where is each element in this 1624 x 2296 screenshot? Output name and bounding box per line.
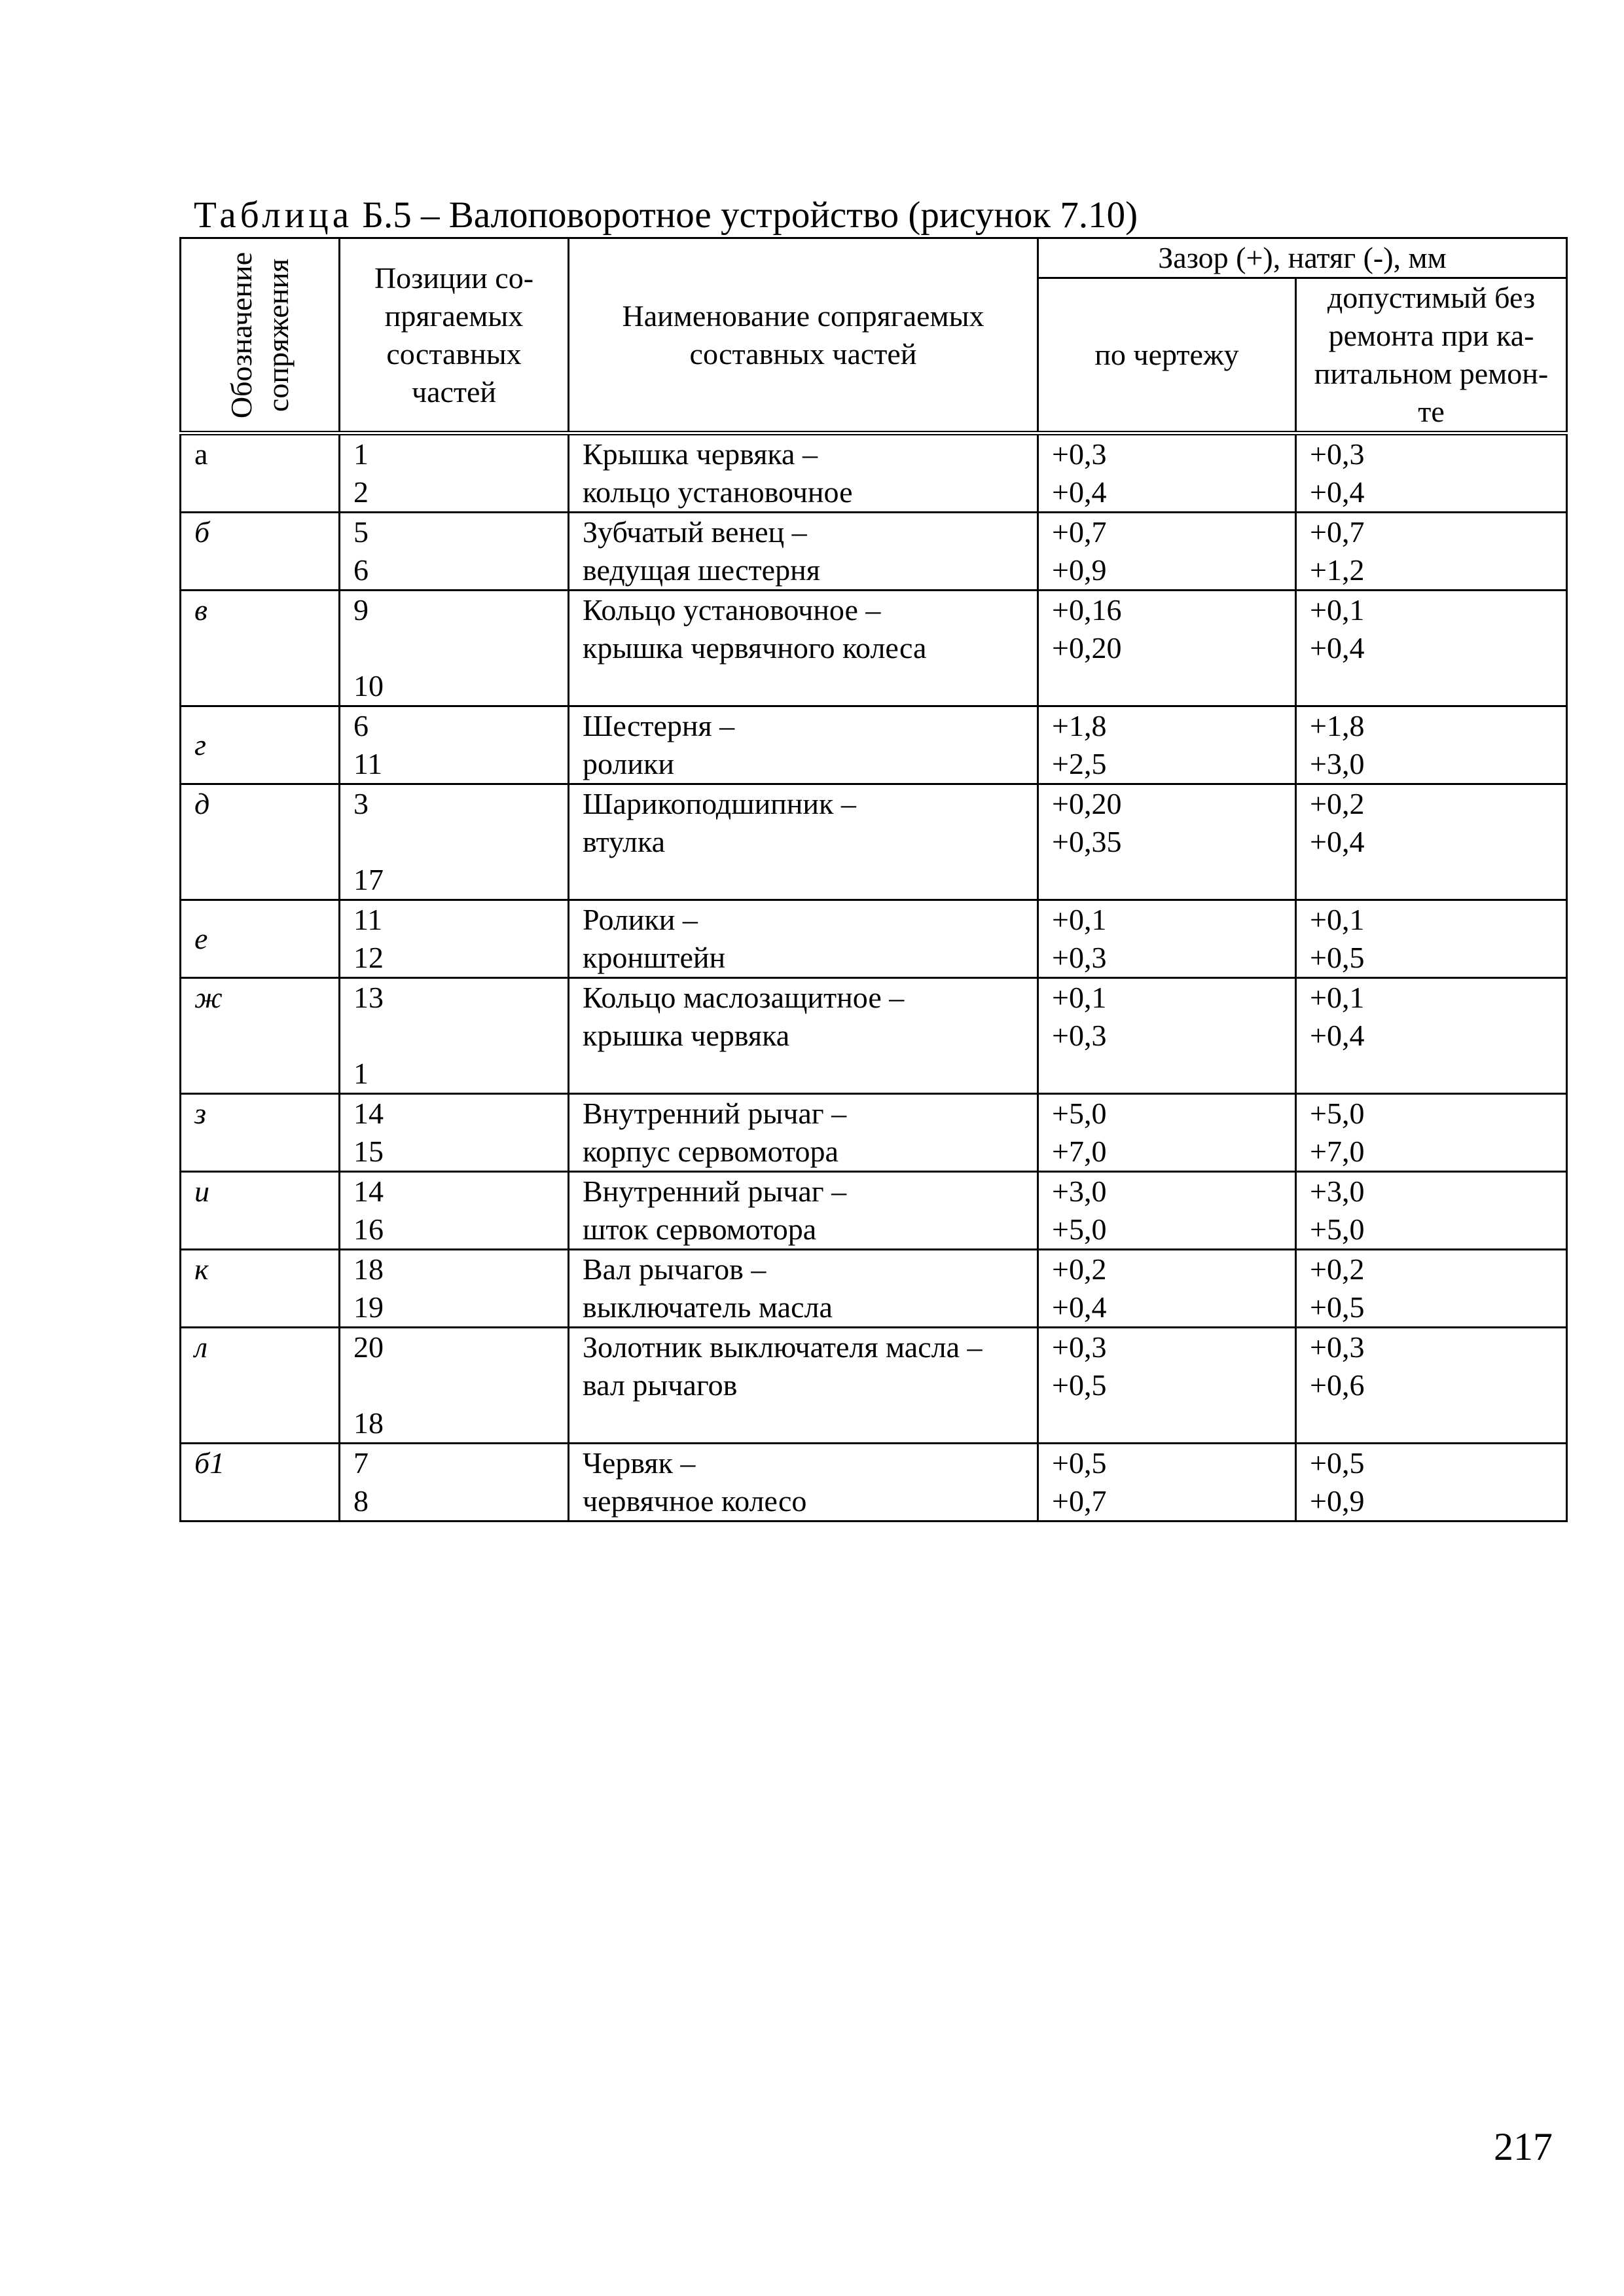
name-line: Кольцо установочное – — [583, 593, 881, 627]
drawing-value-line: +1,8 — [1052, 709, 1107, 742]
positions-cell — [340, 1250, 569, 1328]
name-line — [583, 861, 1037, 899]
table-caption — [194, 194, 1138, 237]
designation-cell: б — [181, 513, 340, 591]
drawing-value-line: +3,0 — [1052, 1175, 1107, 1208]
name-cell — [569, 513, 1038, 591]
allowed-value-cell — [1296, 706, 1567, 784]
allowed-value-line: +0,1 — [1310, 593, 1365, 627]
allowed-value-cell — [1296, 978, 1567, 1094]
drawing-value-line: +7,0 — [1052, 1135, 1107, 1168]
name-line: Ролики – — [583, 903, 698, 936]
caption-number: Б.5 — [362, 194, 412, 236]
drawing-value-cell — [1038, 1328, 1296, 1444]
name-line — [583, 1055, 1037, 1093]
allowed-value-line: +0,1 — [1310, 903, 1365, 936]
allowed-value-line: +0,2 — [1310, 787, 1365, 820]
designation-cell: з — [181, 1094, 340, 1172]
allowed-value-line: +0,4 — [1310, 631, 1365, 665]
name-line: Внутренний рычаг – — [583, 1175, 847, 1208]
positions-line: 16 — [353, 1212, 384, 1246]
positions-line — [353, 823, 568, 861]
allowed-value-line: +0,5 — [1310, 941, 1365, 974]
table-row — [181, 433, 1567, 513]
positions-line: 10 — [353, 669, 384, 702]
drawing-value-cell — [1038, 433, 1296, 513]
positions-line: 2 — [353, 475, 369, 509]
name-cell — [569, 784, 1038, 900]
allowed-value-line: +0,4 — [1310, 825, 1365, 858]
name-line: выключатель масла — [583, 1290, 833, 1324]
positions-line: 18 — [353, 1252, 384, 1286]
drawing-value-cell — [1038, 1250, 1296, 1328]
header-drawing: по чертежу — [1038, 278, 1296, 433]
name-line: ролики — [583, 747, 674, 780]
name-cell — [569, 1172, 1038, 1250]
allowed-value-line: +0,2 — [1310, 1252, 1365, 1286]
allowed-value-line: +7,0 — [1310, 1135, 1365, 1168]
drawing-value-line: +2,5 — [1052, 747, 1107, 780]
drawing-value-line: +0,3 — [1052, 941, 1107, 974]
allowed-value-cell — [1296, 900, 1567, 978]
name-line: втулка — [583, 825, 666, 858]
allowed-value-cell — [1296, 1444, 1567, 1522]
designation-cell: е — [181, 900, 340, 978]
positions-line: 14 — [353, 1175, 384, 1208]
drawing-value-line: +0,3 — [1052, 1330, 1107, 1364]
positions-line: 3 — [353, 787, 369, 820]
positions-line: 1 — [353, 1057, 369, 1090]
designation-cell: д — [181, 784, 340, 900]
drawing-value-line: +0,20 — [1052, 631, 1122, 665]
header-positions: Позиции со-прягаемых составных частей — [340, 238, 569, 433]
allowed-value-cell — [1296, 433, 1567, 513]
table-row — [181, 784, 1567, 900]
drawing-value-line — [1052, 861, 1295, 899]
allowed-value-line: +0,3 — [1310, 1330, 1365, 1364]
positions-cell — [340, 900, 569, 978]
drawing-value-line: +5,0 — [1052, 1212, 1107, 1246]
drawing-value-line: +0,5 — [1052, 1446, 1107, 1480]
drawing-value-cell — [1038, 1444, 1296, 1522]
allowed-value-line: +1,8 — [1310, 709, 1365, 742]
drawing-value-cell — [1038, 784, 1296, 900]
drawing-value-cell — [1038, 1172, 1296, 1250]
allowed-value-line: +0,6 — [1310, 1368, 1365, 1402]
positions-cell — [340, 706, 569, 784]
positions-line: 11 — [353, 747, 383, 780]
designation-code: б1 — [194, 1446, 225, 1480]
allowed-value-line: +5,0 — [1310, 1097, 1365, 1130]
allowed-value-line: +0,5 — [1310, 1446, 1365, 1480]
positions-cell — [340, 513, 569, 591]
drawing-value-cell — [1038, 513, 1296, 591]
table-row — [181, 1250, 1567, 1328]
name-line — [583, 1404, 1037, 1442]
positions-line: 15 — [353, 1135, 384, 1168]
positions-line: 11 — [353, 903, 383, 936]
name-line: крышка червячного колеса — [583, 631, 927, 665]
drawing-value-line: +0,9 — [1052, 553, 1107, 587]
drawing-value-line — [1052, 667, 1295, 705]
drawing-value-line — [1052, 1404, 1295, 1442]
allowed-value-line: +1,2 — [1310, 553, 1365, 587]
positions-line — [353, 629, 568, 667]
positions-line: 8 — [353, 1484, 369, 1518]
name-line: Золотник выключателя масла – — [583, 1330, 983, 1364]
allowed-value-cell — [1296, 784, 1567, 900]
allowed-value-cell — [1296, 1094, 1567, 1172]
allowed-value-line — [1310, 1055, 1566, 1093]
caption-text: – Валоповоротное устройство (рисунок 7.10) — [421, 194, 1138, 236]
positions-line: 1 — [353, 437, 369, 471]
table-body — [181, 433, 1567, 1522]
positions-line: 20 — [353, 1330, 384, 1364]
table-row — [181, 1094, 1567, 1172]
drawing-value-line: +0,1 — [1052, 981, 1107, 1014]
designation-cell — [181, 1444, 340, 1522]
allowed-value-line: +0,7 — [1310, 515, 1365, 549]
drawing-value-cell — [1038, 978, 1296, 1094]
allowed-value-cell — [1296, 1250, 1567, 1328]
positions-line: 12 — [353, 941, 384, 974]
allowed-value-line: +0,5 — [1310, 1290, 1365, 1324]
name-line: кронштейн — [583, 941, 726, 974]
drawing-value-line: +0,2 — [1052, 1252, 1107, 1286]
name-cell — [569, 706, 1038, 784]
drawing-value-line: +5,0 — [1052, 1097, 1107, 1130]
allowed-value-line: +0,3 — [1310, 437, 1365, 471]
header-allowed: допустимый без ремонта при ка-питальном ремон-те — [1296, 278, 1567, 433]
drawing-value-cell — [1038, 591, 1296, 706]
allowed-value-cell — [1296, 513, 1567, 591]
name-cell — [569, 1250, 1038, 1328]
name-line: Внутренний рычаг – — [583, 1097, 847, 1130]
drawing-value-line: +0,1 — [1052, 903, 1107, 936]
name-line: Шарикоподшипник – — [583, 787, 856, 820]
designation-cell: а — [181, 433, 340, 513]
positions-line: 19 — [353, 1290, 384, 1324]
designation-cell: к — [181, 1250, 340, 1328]
name-cell — [569, 900, 1038, 978]
allowed-value-line: +0,1 — [1310, 981, 1365, 1014]
name-cell — [569, 591, 1038, 706]
designation-cell: ж — [181, 978, 340, 1094]
positions-cell — [340, 1444, 569, 1522]
allowed-value-line: +3,0 — [1310, 747, 1365, 780]
drawing-value-cell — [1038, 706, 1296, 784]
designation-cell: л — [181, 1328, 340, 1444]
allowed-value-line: +5,0 — [1310, 1212, 1365, 1246]
allowed-value-cell — [1296, 1328, 1567, 1444]
header-name: Наименование сопрягаемых составных частей — [569, 238, 1038, 433]
name-line: Шестерня – — [583, 709, 735, 742]
allowed-value-line: +0,4 — [1310, 475, 1365, 509]
drawing-value-line: +0,20 — [1052, 787, 1122, 820]
positions-cell — [340, 978, 569, 1094]
name-line: Вал рычагов – — [583, 1252, 767, 1286]
header-designation: Обозначение сопряжения — [181, 238, 340, 433]
table-row — [181, 513, 1567, 591]
drawing-value-line: +0,4 — [1052, 1290, 1107, 1324]
positions-line: 14 — [353, 1097, 384, 1130]
allowed-value-line: +0,4 — [1310, 1019, 1365, 1052]
positions-line: 5 — [353, 515, 369, 549]
drawing-value-cell — [1038, 1094, 1296, 1172]
allowed-value-cell — [1296, 591, 1567, 706]
table-row — [181, 706, 1567, 784]
positions-line: 9 — [353, 593, 369, 627]
header-gap: Зазор (+), натяг (-), мм — [1038, 238, 1567, 278]
drawing-value-line: +0,3 — [1052, 1019, 1107, 1052]
designation-cell: г — [181, 706, 340, 784]
caption-label: Таблица — [194, 194, 353, 236]
allowed-value-line: +0,9 — [1310, 1484, 1365, 1518]
positions-line: 6 — [353, 709, 369, 742]
name-line: корпус сервомотора — [583, 1135, 839, 1168]
spec-table — [179, 237, 1568, 1522]
name-line: кольцо установочное — [583, 475, 853, 509]
positions-line: 18 — [353, 1406, 384, 1440]
name-cell — [569, 978, 1038, 1094]
table-row — [181, 1172, 1567, 1250]
name-line: ведущая шестерня — [583, 553, 820, 587]
drawing-value-line — [1052, 1055, 1295, 1093]
name-line: крышка червяка — [583, 1019, 790, 1052]
name-line: Кольцо маслозащитное – — [583, 981, 905, 1014]
name-cell — [569, 1444, 1038, 1522]
name-line: шток сервомотора — [583, 1212, 817, 1246]
drawing-value-cell — [1038, 900, 1296, 978]
drawing-value-line: +0,4 — [1052, 475, 1107, 509]
drawing-value-line: +0,3 — [1052, 437, 1107, 471]
table-row — [181, 1444, 1567, 1522]
drawing-value-line: +0,35 — [1052, 825, 1122, 858]
table-row — [181, 591, 1567, 706]
name-line: червячное колесо — [583, 1484, 807, 1518]
table-header — [181, 238, 1567, 433]
allowed-value-line — [1310, 667, 1566, 705]
drawing-value-line: +0,7 — [1052, 1484, 1107, 1518]
designation-cell: и — [181, 1172, 340, 1250]
positions-line: 6 — [353, 553, 369, 587]
drawing-value-line: +0,5 — [1052, 1368, 1107, 1402]
drawing-value-line: +0,16 — [1052, 593, 1122, 627]
positions-line: 7 — [353, 1446, 369, 1480]
name-line: Зубчатый венец – — [583, 515, 807, 549]
positions-cell — [340, 1094, 569, 1172]
positions-cell — [340, 1328, 569, 1444]
table-row — [181, 978, 1567, 1094]
name-line — [583, 667, 1037, 705]
name-cell — [569, 433, 1038, 513]
name-cell — [569, 1328, 1038, 1444]
allowed-value-cell — [1296, 1172, 1567, 1250]
positions-cell — [340, 591, 569, 706]
table-row — [181, 900, 1567, 978]
name-line: Червяк – — [583, 1446, 696, 1480]
designation-cell: в — [181, 591, 340, 706]
table-row — [181, 1328, 1567, 1444]
allowed-value-line: +3,0 — [1310, 1175, 1365, 1208]
page-number: 217 — [1494, 2125, 1553, 2168]
positions-line: 13 — [353, 981, 384, 1014]
name-line: вал рычагов — [583, 1368, 738, 1402]
positions-cell — [340, 1172, 569, 1250]
positions-cell — [340, 784, 569, 900]
name-line: Крышка червяка – — [583, 437, 818, 471]
positions-line — [353, 1366, 568, 1404]
positions-line: 17 — [353, 863, 384, 896]
positions-cell — [340, 433, 569, 513]
drawing-value-line: +0,7 — [1052, 515, 1107, 549]
positions-line — [353, 1017, 568, 1055]
name-cell — [569, 1094, 1038, 1172]
allowed-value-line — [1310, 861, 1566, 899]
allowed-value-line — [1310, 1404, 1566, 1442]
